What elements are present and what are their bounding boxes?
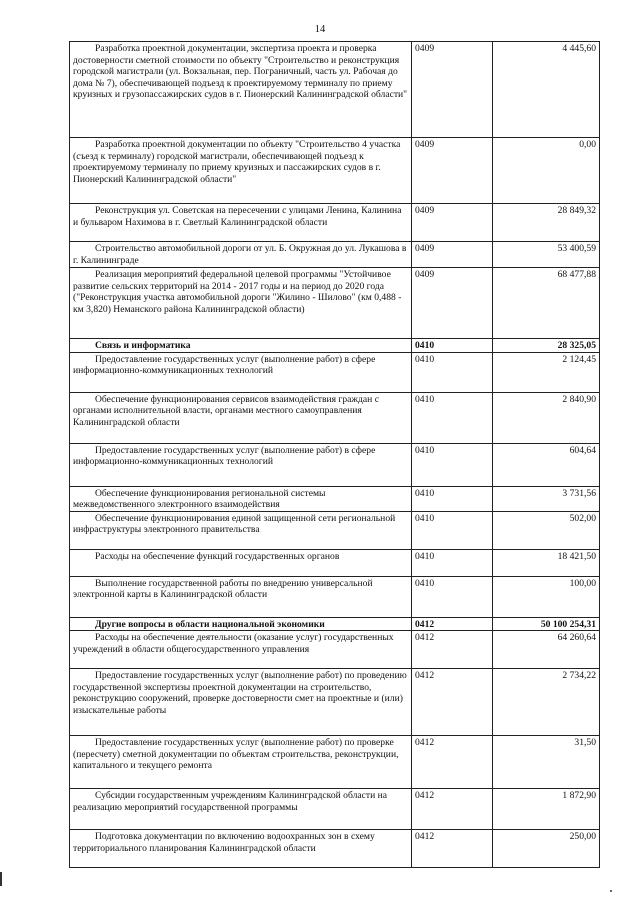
row-code: 0410 xyxy=(412,352,493,392)
table-row xyxy=(70,511,600,549)
row-name xyxy=(70,631,412,669)
row-code: 0412 xyxy=(412,736,493,789)
row-name xyxy=(70,486,412,511)
row-name xyxy=(70,204,412,242)
row-amount: 64 260,64 xyxy=(493,631,600,669)
row-amount: 2 124,45 xyxy=(493,352,600,392)
row-name xyxy=(70,138,412,204)
row-name-text: Предоставление государственных услуг (выполнение работ) по проверке (пересчету) сметной документации по объектам строительства, реконструкции, капитального и текущего ремонта xyxy=(73,737,399,771)
row-name-text: Реализация мероприятий федеральной целевой программы "Устойчивое развитие сельских территорий на 2014 - 2017 годы и на период до 2020 года ("Реконструкция участка автомобильной дороги "Жилино - Шилово" (км 0,488 - км 3,820) Неманского района Калининградской области) xyxy=(73,269,402,315)
row-code: 0410 xyxy=(412,549,493,576)
row-name-text: Расходы на обеспечение деятельности (оказание услуг) государственных учреждений в области общегосударственного управления xyxy=(73,632,394,655)
table-row xyxy=(70,392,600,443)
row-amount: 604,64 xyxy=(493,443,600,486)
row-code: 0410 xyxy=(412,392,493,443)
row-amount: 18 421,50 xyxy=(493,549,600,576)
row-amount: 2 840,90 xyxy=(493,392,600,443)
row-amount: 3 731,56 xyxy=(493,486,600,511)
section-amount: 50 100 254,31 xyxy=(493,617,600,631)
table-row xyxy=(70,669,600,736)
table-row xyxy=(70,42,600,138)
table-row xyxy=(70,242,600,268)
row-name-text: Расходы на обеспечение функций государственных органов xyxy=(95,550,340,562)
row-amount: 502,00 xyxy=(493,511,600,549)
row-amount: 250,00 xyxy=(493,830,600,868)
row-name xyxy=(70,669,412,736)
section-name xyxy=(70,339,412,353)
row-code: 0410 xyxy=(412,443,493,486)
row-code: 0409 xyxy=(412,42,493,138)
row-name xyxy=(70,576,412,617)
table-row xyxy=(70,789,600,830)
row-amount: 68 477,88 xyxy=(493,268,600,339)
row-name-text: Предоставление государственных услуг (выполнение работ) в сфере информационно-коммуникационных технологий xyxy=(73,444,376,467)
row-name-text: Выполнение государственной работы по внедрению универсальной электронной карты в Калининградской области xyxy=(73,577,373,600)
row-code: 0412 xyxy=(412,830,493,868)
row-code: 0410 xyxy=(412,511,493,549)
section-name-text: Связь и информатика xyxy=(95,340,191,351)
row-code: 0409 xyxy=(412,268,493,339)
section-name-text: Другие вопросы в области национальной экономики xyxy=(95,618,325,630)
row-name xyxy=(70,392,412,443)
section-code: 0412 xyxy=(412,617,493,631)
row-name xyxy=(70,736,412,789)
row-name-text: Предоставление государственных услуг (выполнение работ) по проведению государственной экспертизы проектной документации на строительство, реконструкцию сооружений, проверке достоверности смет на проектные и (или) изыскательные работы xyxy=(73,670,407,716)
row-name xyxy=(70,42,412,138)
table-row xyxy=(70,352,600,392)
row-name-text: Строительство автомобильной дороги от ул. Б. Окружная до ул. Лукашова в г. Калининграде xyxy=(73,243,407,266)
table-row xyxy=(70,268,600,339)
row-name-text: Разработка проектной документации по объекту "Строительство 4 участка (съезд к терминалу) городской магистрали, обеспечивающей подъезд к проектируемому терминалу по приему круизных и пассажирских судов в г. Пионерский Калининградской области" xyxy=(73,139,401,185)
row-name xyxy=(70,443,412,486)
row-name-text: Подготовка документации по включению водоохранных зон в схему территориального планирования Калининградской области xyxy=(73,831,375,854)
budget-table xyxy=(69,41,600,868)
table-row xyxy=(70,576,600,617)
row-name xyxy=(70,242,412,268)
table-row xyxy=(70,443,600,486)
table-row xyxy=(70,631,600,669)
row-amount: 1 872,90 xyxy=(493,789,600,830)
row-amount: 53 400,59 xyxy=(493,242,600,268)
row-code: 0410 xyxy=(412,486,493,511)
row-name xyxy=(70,352,412,392)
row-name-text: Обеспечение функционирования региональной системы межведомственного электронного взаимодействия xyxy=(73,487,326,510)
row-name-text: Субсидии государственным учреждениям Калининградской области на реализацию мероприятий государственной программы xyxy=(73,790,388,813)
table-row xyxy=(70,736,600,789)
row-name-text: Разработка проектной документации, экспертиза проекта и проверка достоверности сметной стоимости по объекту "Строительство и реконструкция городской магистрали (ул. Вокзальная, пер. Пограничный, часть ул. Рабочая до дома № 7), обеспечивающей подъезд к проектируемому терминалу по приему круизных и грузопассажирских судов в г. Пионерский Калининградской области" xyxy=(73,43,408,100)
row-name xyxy=(70,830,412,868)
row-code: 0409 xyxy=(412,138,493,204)
section-row xyxy=(70,339,600,353)
row-code: 0412 xyxy=(412,789,493,830)
table-row xyxy=(70,549,600,576)
row-code: 0412 xyxy=(412,669,493,736)
section-amount: 28 325,05 xyxy=(493,339,600,353)
row-name xyxy=(70,549,412,576)
row-name-text: Предоставление государственных услуг (выполнение работ) в сфере информационно-коммуникационных технологий xyxy=(73,353,376,376)
table-row xyxy=(70,138,600,204)
row-name-text: Обеспечение функционирования единой защищенной сети региональной инфраструктуры электронного правительства xyxy=(73,512,396,535)
row-name xyxy=(70,268,412,339)
table-row xyxy=(70,204,600,242)
row-name xyxy=(70,511,412,549)
row-amount: 4 445,60 xyxy=(493,42,600,138)
row-amount: 2 734,22 xyxy=(493,669,600,736)
page-number: 14 xyxy=(314,24,326,35)
row-code: 0410 xyxy=(412,576,493,617)
scan-margin-mark xyxy=(0,872,2,886)
row-code: 0412 xyxy=(412,631,493,669)
row-code: 0409 xyxy=(412,242,493,268)
row-amount: 0,00 xyxy=(493,138,600,204)
row-code: 0409 xyxy=(412,204,493,242)
section-row xyxy=(70,617,600,631)
section-code: 0410 xyxy=(412,339,493,353)
row-name-text: Реконструкция ул. Советская на пересечении с улицами Ленина, Калинина и бульваром Нахимова в г. Светлый Калининградской области xyxy=(73,205,402,228)
row-name-text: Обеспечение функционирования сервисов взаимодействия граждан с органами исполнительной власти, органами местного самоуправления Калининградской области xyxy=(73,393,379,428)
row-name xyxy=(70,789,412,830)
row-amount: 28 849,32 xyxy=(493,204,600,242)
scan-dot xyxy=(610,890,612,892)
section-name xyxy=(70,617,412,631)
row-amount: 100,00 xyxy=(493,576,600,617)
table-row xyxy=(70,830,600,868)
row-amount: 31,50 xyxy=(493,736,600,789)
table-row xyxy=(70,486,600,511)
